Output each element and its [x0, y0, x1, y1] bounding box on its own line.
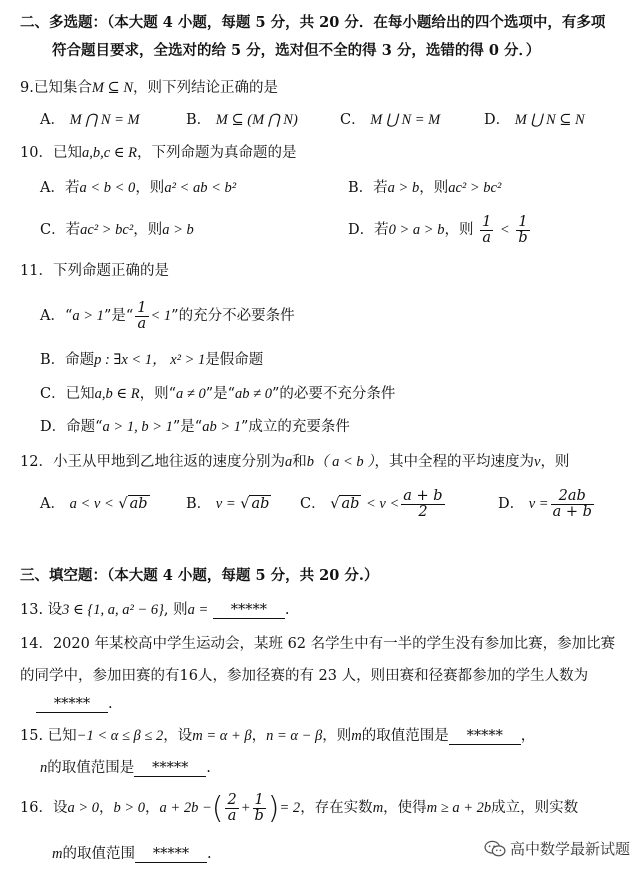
- q9-option-a: A． M ⋂ N = M: [40, 112, 140, 128]
- fraction-1-over-a: $\frac{1}{a}$: [482, 213, 492, 246]
- question-14-line1: 14．2020 年某校高中学生运动会，某班 62 名学生中有一半的学生没有参加比赛，参加比赛: [20, 636, 616, 652]
- section-2-heading-line1: 二、多选题：（本大题 4 小题，每题 5 分，共 20 分．在每小题给出的四个选项中，有多项: [20, 14, 606, 31]
- q9-option-c: C． M ⋃ N = M: [340, 112, 441, 128]
- watermark-text: 高中数学最新试题: [509, 840, 630, 858]
- section-2-heading-line2: 符合题目要求，全选对的给 5 分，选对但不全的得 3 分，选错的得 0 分．）: [52, 42, 541, 59]
- q9-stem-text2: ，则下列结论正确的是: [133, 80, 278, 96]
- q15-answer-blank-2: *****: [134, 760, 206, 777]
- q10-option-a: A．若a < b < 0，则a² < ab < b²: [40, 180, 237, 196]
- question-15-line2: n的取值范围是 ***** .: [40, 760, 211, 776]
- q12-option-c: C． √ ab < v < $\frac{a + b}{2}$: [300, 487, 443, 520]
- q14-answer-blank: *****: [36, 696, 108, 713]
- q13-answer-blank: *****: [213, 602, 285, 619]
- q11-option-a: A．“a > 1”是“ $\frac{1}{a}$ < 1”的充分不必要条件: [40, 299, 295, 332]
- q11-option-c: C．已知a,b ∈ R，则“a ≠ 0”是“ab ≠ 0”的必要不充分条件: [40, 386, 396, 402]
- fraction-1-over-b: $\frac{1}{b}$: [518, 213, 528, 246]
- question-9-stem: [20, 78, 278, 98]
- q15-answer-blank-1: *****: [449, 728, 521, 745]
- q11-option-b: B．命题p : ∃x < 1， x² > 1是假命题: [40, 352, 264, 368]
- q10-option-c: C．若ac² > bc²，则a > b: [40, 222, 194, 238]
- question-10-stem: 10．已知a,b,c ∈ R，下列命题为真命题的是: [20, 145, 297, 161]
- q9-stem-text: 9.已知集合: [20, 80, 92, 96]
- q16-answer-blank: *****: [135, 846, 207, 863]
- question-11-stem: 11．下列命题正确的是: [20, 263, 169, 279]
- question-16-line1: 16．设a > 0，b > 0，a + 2b −( $\frac{2}{a}$ + $\frac{1}{b}$ )= 2，存在实数m，使得m ≥ a + 2b成立，则实数: [20, 791, 579, 826]
- wechat-icon: [484, 840, 506, 858]
- q9-stem-math: M ⊆ N: [91, 80, 133, 96]
- q12-option-a: A． a < v < √ ab: [40, 496, 148, 512]
- q11-option-d: D．命题“a > 1, b > 1”是“ab > 1”成立的充要条件: [40, 419, 350, 435]
- question-12-stem: 12．小王从甲地到乙地往返的速度分别为a和b（ a < b ），其中全程的平均速度为v，则: [20, 454, 570, 470]
- watermark: [484, 838, 630, 859]
- question-14-line3: ***** .: [36, 694, 113, 714]
- section-3-heading: 三、填空题：（本大题 4 小题，每题 5 分，共 20 分.）: [20, 567, 379, 584]
- question-15-line1: 15. 已知−1 < α ≤ β ≤ 2，设m = α + β，n = α − β，则m的取值范围是 ***** ，: [20, 728, 536, 744]
- question-13: 13. 设3 ∈ {1, a, a² − 6}, 则a = ***** .: [20, 602, 290, 618]
- q10-option-d: D．若0 > a > b，则 $\frac{1}{a}$ < $\frac{1}{b}$: [348, 213, 528, 246]
- q9-option-d: D． M ⋃ N ⊆ N: [484, 112, 585, 128]
- question-14-line2: 的同学中，参加田赛的有16人，参加径赛的有 23 人，则田赛和径赛都参加的学生人数为: [20, 668, 589, 684]
- q10-option-b: B．若a > b，则ac² > bc²: [348, 180, 502, 196]
- q12-option-b: B． v = √ ab: [186, 496, 270, 512]
- question-16-line2: m的取值范围 ***** .: [52, 846, 212, 862]
- q12-option-d: D． v = $\frac{2ab}{a + b}$: [498, 487, 592, 520]
- q9-option-b: B． M ⊆ (M ⋂ N): [186, 112, 298, 128]
